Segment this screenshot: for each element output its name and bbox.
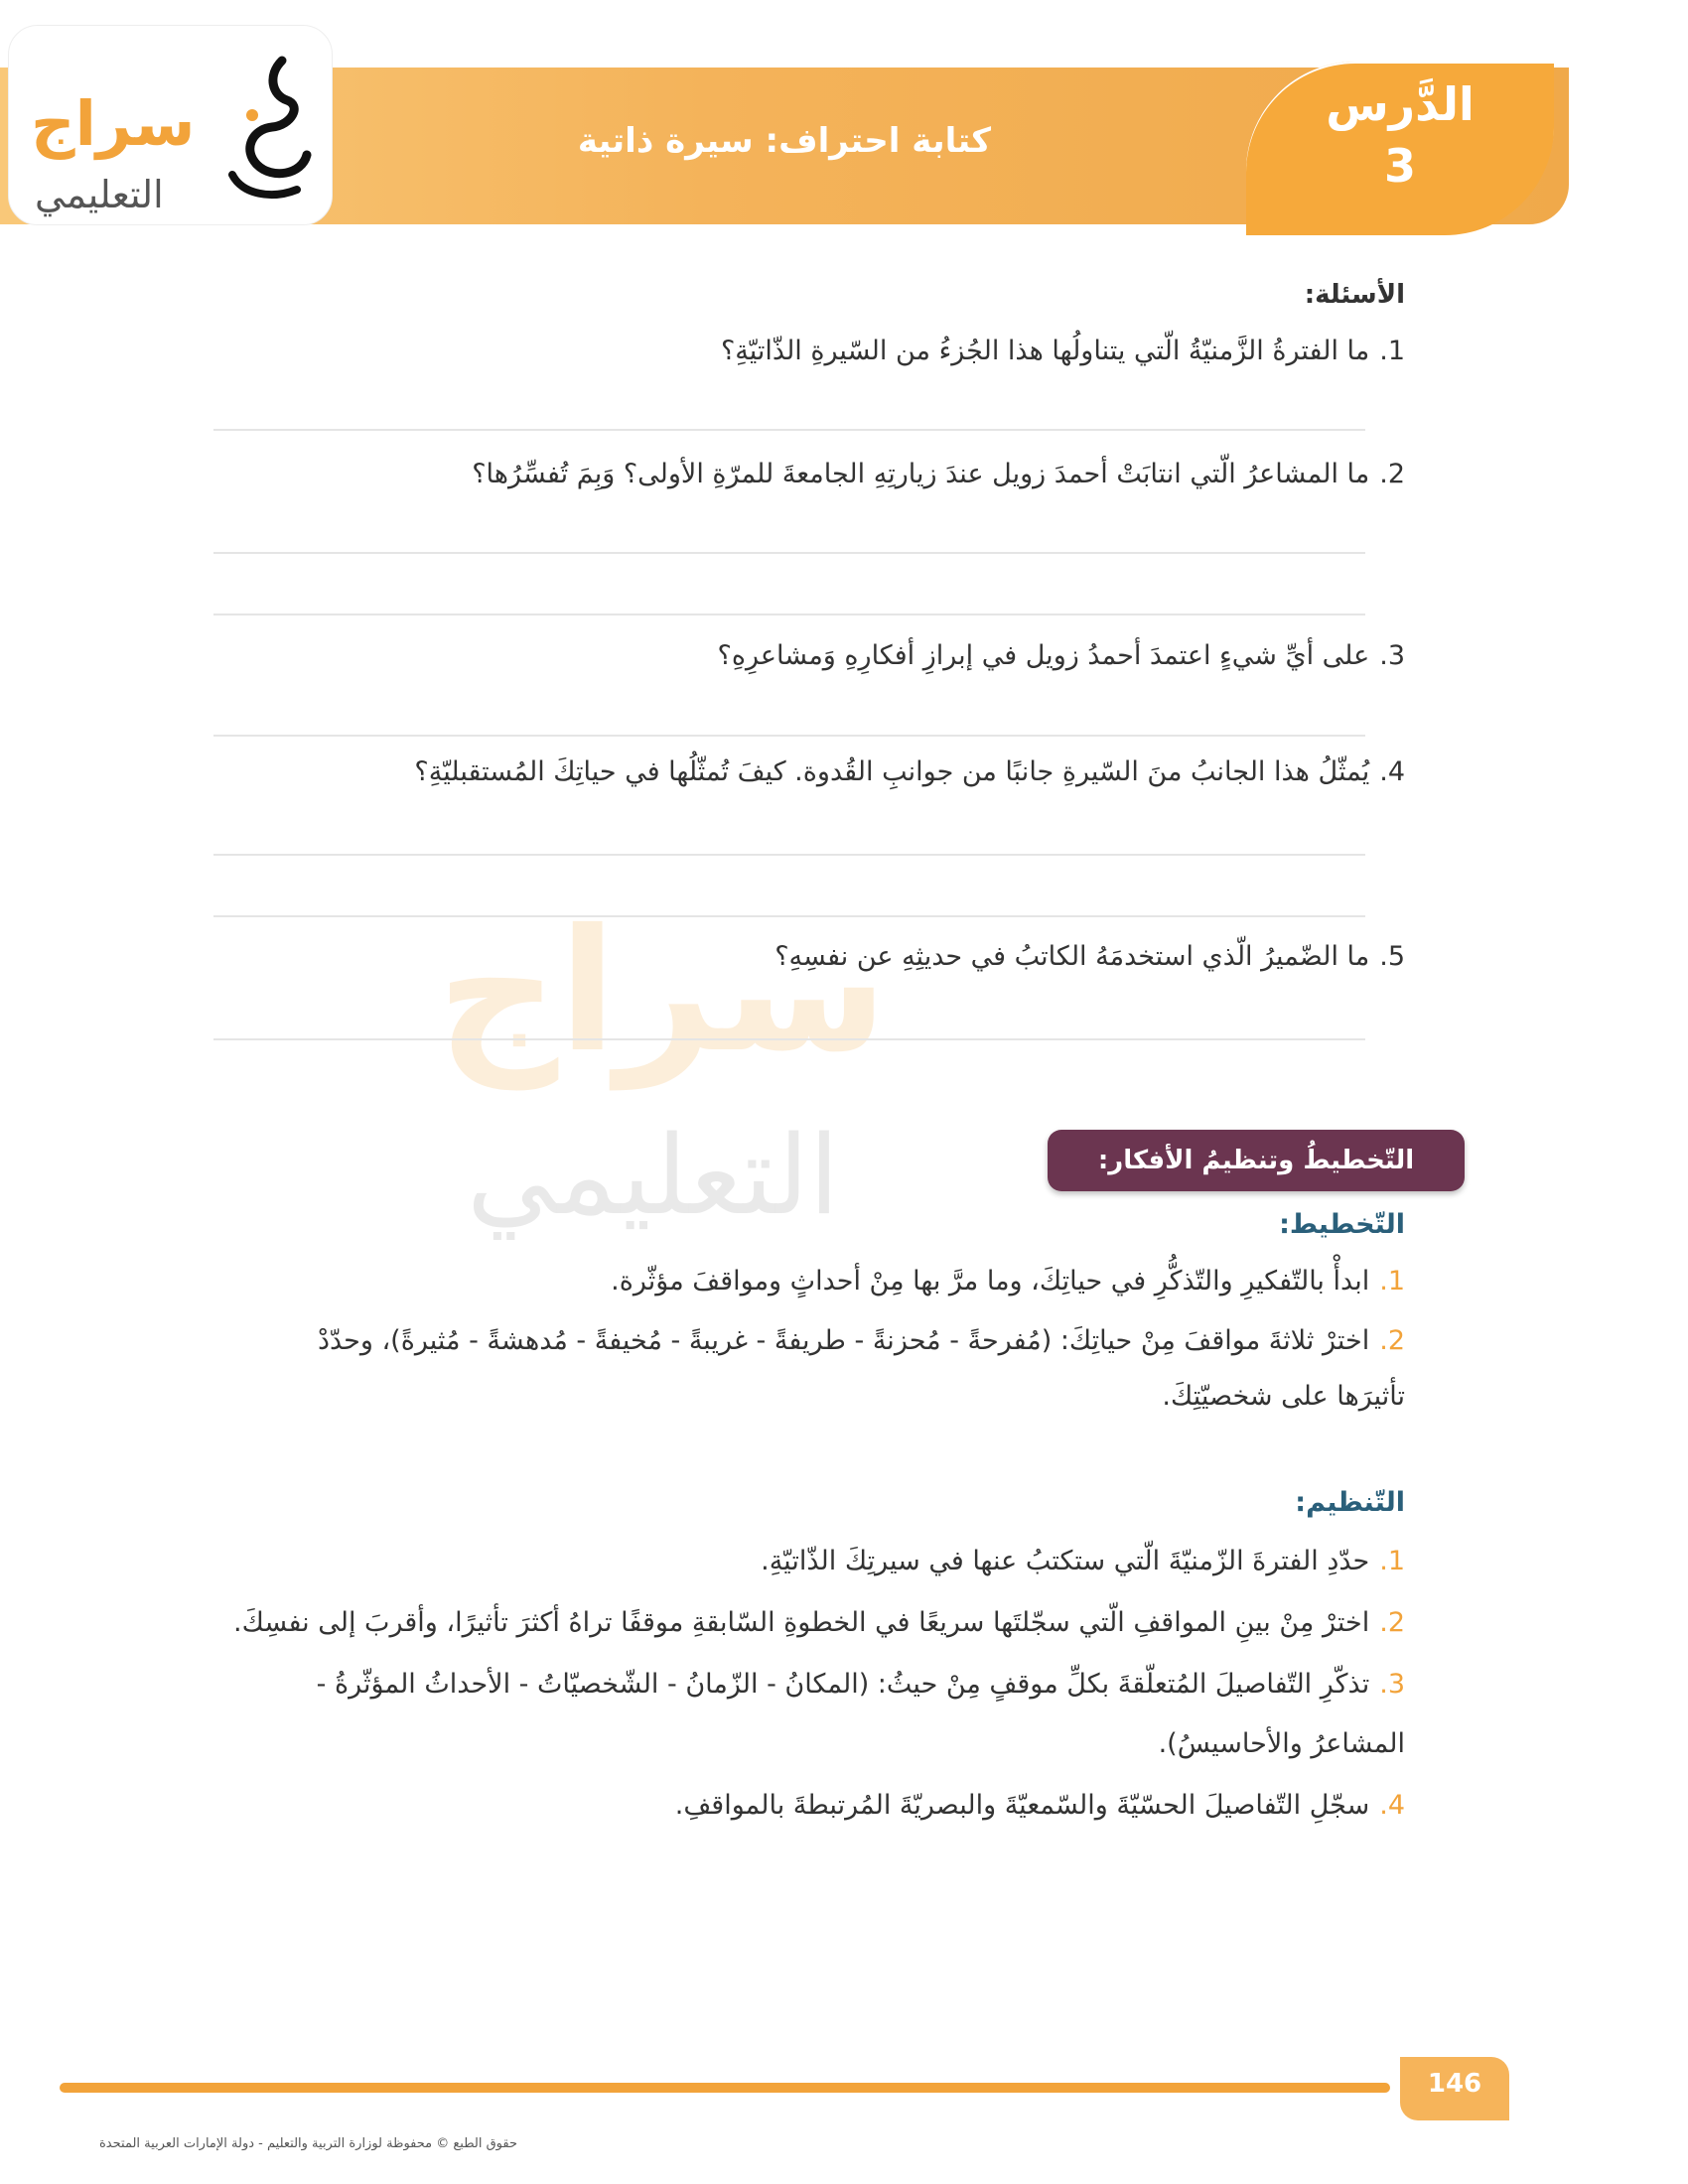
question-number: 2. xyxy=(1379,459,1405,489)
planning-tab: التّخطيطُ وتنظيمُ الأفكار: xyxy=(1048,1130,1465,1191)
question-number: 4. xyxy=(1379,756,1405,787)
item-number: 2. xyxy=(1379,1607,1405,1638)
question-number: 1. xyxy=(1379,336,1405,366)
lesson-number: 3 xyxy=(1383,139,1416,193)
question-2 xyxy=(213,459,1405,489)
question-text: ما الضّميرُ الّذي استخدمَهُ الكاتبُ في حديثِهِ عن نفسِهِ؟ xyxy=(774,941,1370,972)
questions-heading: الأسئلة: xyxy=(1304,280,1405,310)
question-text: ما الفترةُ الزَّمنيّةُ الّتي يتناولُها هذا الجُزءُ من السّيرةِ الذّاتيّةِ؟ xyxy=(720,336,1370,366)
organizing-heading: التّنظيم: xyxy=(1295,1487,1405,1518)
item-text: اخترْ مِنْ بينِ المواقفِ الّتي سجّلتَها سريعًا في الخطوةِ السّابقةِ موقفًا تراهُ أكثرَ تأثيرًا، وأقربَ إلى نفسِكَ. xyxy=(233,1607,1370,1638)
logo-word-taalimi: التعليمي xyxy=(35,173,164,216)
organizing-item-3-cont xyxy=(114,1715,1405,1773)
planning-item-2-cont xyxy=(114,1368,1405,1426)
organizing-item-4 xyxy=(114,1777,1405,1835)
answer-line[interactable] xyxy=(213,614,1365,615)
question-text: على أيِّ شيءٍ اعتمدَ أحمدُ زويل في إبرازِ أفكارِهِ وَمشاعرِهِ؟ xyxy=(717,640,1370,671)
question-text: يُمثّلُ هذا الجانبُ منَ السّيرةِ جانبًا من جوانبِ القُدوة. كيفَ تُمثّلُها في حياتِكَ المُستقبليّةِ؟ xyxy=(414,756,1370,787)
answer-line[interactable] xyxy=(213,854,1365,856)
siraj-logo xyxy=(8,25,333,225)
item-number: 3. xyxy=(1379,1669,1405,1700)
lesson-label: الدَّرس xyxy=(1326,77,1475,131)
planning-item-2 xyxy=(114,1312,1405,1370)
organizing-item-3 xyxy=(114,1656,1405,1713)
calligraphy-icon xyxy=(212,56,322,205)
answer-line[interactable] xyxy=(213,735,1365,737)
question-number: 5. xyxy=(1379,941,1405,972)
lesson-title: كتابة احتراف: سيرة ذاتية xyxy=(577,121,992,161)
organizing-item-2 xyxy=(114,1594,1405,1652)
item-number: 1. xyxy=(1379,1546,1405,1576)
item-text: حدّدِ الفترةَ الزّمنيّةَ الّتي ستكتبُ عنها في سيرتِكَ الذّاتيّةِ. xyxy=(761,1546,1370,1576)
item-text: ابدأْ بالتّفكيرِ والتّذكُّرِ في حياتِكَ، وما مرَّ بها مِنْ أحداثٍ ومواقفَ مؤثّرة. xyxy=(611,1266,1370,1297)
item-text: تذكّرِ التّفاصيلَ المُتعلّقةَ بكلِّ موقفٍ مِنْ حيثُ: (المكانُ - الزّمانُ - الشّخصيّاتُ - الأحداثُ المؤثّرةُ - xyxy=(316,1669,1370,1700)
item-text: تأثيرَها على شخصيّتِكَ. xyxy=(1162,1381,1405,1412)
item-text: اخترْ ثلاثةَ مواقفَ مِنْ حياتِكَ: (مُفرحةً - مُحزنةً - طريفةً - غريبةً - مُخيفةً - مُدهشةً - مُثيرةً)، وحدّدْ xyxy=(317,1325,1370,1356)
question-4 xyxy=(213,756,1405,787)
page-number: 146 xyxy=(1427,2069,1482,2099)
organizing-item-1 xyxy=(114,1533,1405,1590)
item-number: 4. xyxy=(1379,1790,1405,1821)
planning-item-1 xyxy=(114,1253,1405,1310)
question-text: ما المشاعرُ الّتي انتابَتْ أحمدَ زويل عندَ زيارتِهِ الجامعةَ للمرّةِ الأولى؟ وَبِمَ تُفسِّرُها؟ xyxy=(472,459,1370,489)
question-3 xyxy=(213,640,1405,671)
item-text: سجّلِ التّفاصيلَ الحسّيّةَ والسّمعيّةَ والبصريّةَ المُرتبطةَ بالمواقفِ. xyxy=(674,1790,1370,1821)
footer-bar xyxy=(60,2083,1390,2093)
logo-word-siraj: سراج xyxy=(31,87,196,160)
planning-heading: التّخطيط: xyxy=(1279,1209,1405,1240)
item-text: المشاعرُ والأحاسيسُ). xyxy=(1158,1728,1405,1759)
item-number: 2. xyxy=(1379,1325,1405,1356)
watermark-word-2: التعليمي xyxy=(467,1112,840,1239)
question-number: 3. xyxy=(1379,640,1405,671)
answer-line[interactable] xyxy=(213,552,1365,554)
question-1 xyxy=(213,336,1405,366)
answer-line[interactable] xyxy=(213,915,1365,917)
question-5 xyxy=(213,941,1405,972)
answer-line[interactable] xyxy=(213,429,1365,431)
answer-line[interactable] xyxy=(213,1038,1365,1040)
watermark-word-1: سراج xyxy=(437,893,888,1090)
copyright-notice: حقوق الطبع © محفوظة لوزارة التربية والتعليم - دولة الإمارات العربية المتحدة xyxy=(99,2136,518,2151)
item-number: 1. xyxy=(1379,1266,1405,1297)
